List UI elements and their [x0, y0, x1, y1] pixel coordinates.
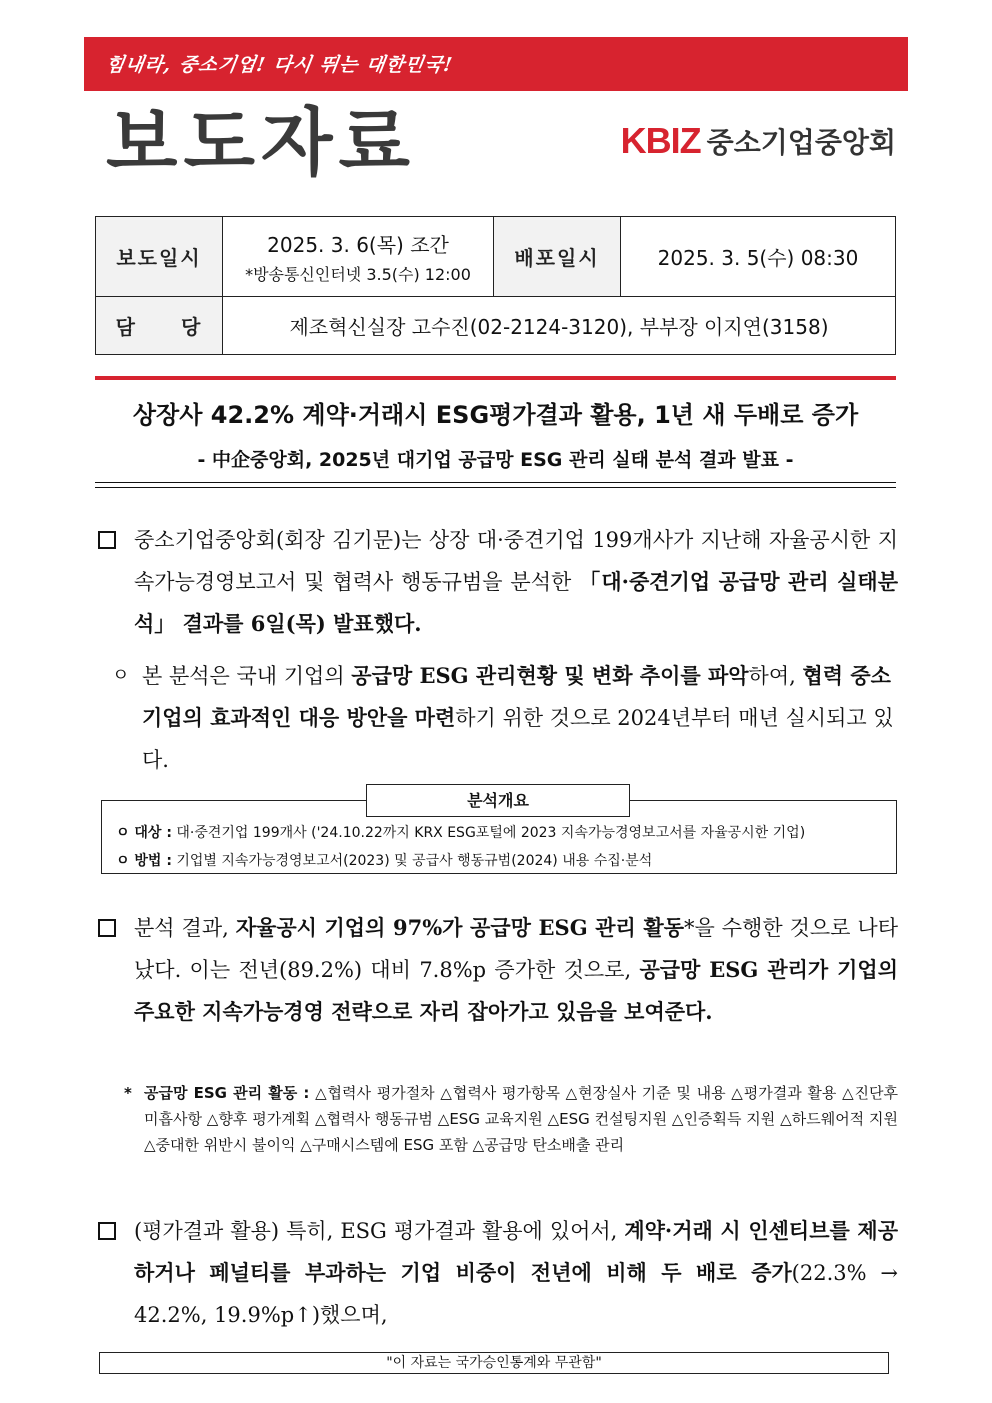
footnote-body: △협력사 평가절차 △협력사 평가항목 △현장실사 기준 및 내용 △평가결과 활용 △진단후 미흡사항 △향후 평가계획 △협력사 행동규범 △ESG 교육지원 △ESG 컨설팅지원 △인증획득 지원 △하드웨어적 지원 △중대한 위반시 불이익 △구매시스템에 ESG 포함 △공급망 탄소배출 관리 [144, 1084, 898, 1154]
summary-target [116, 822, 805, 842]
footnote [124, 1080, 898, 1158]
p1sub-d: 협력 중소기업의 효과적인 대응 방안을 마련 [142, 663, 891, 730]
summary-method-value: 기업별 지속가능경영보고서(2023) 및 공급사 행동규범(2024) 내용 수집·분석 [176, 853, 653, 869]
kbiz-logo: KBIZ [620, 120, 701, 161]
double-divider [95, 482, 896, 488]
p3-a: (평가결과 활용) 특히, ESG 평가결과 활용에 있어서, [134, 1219, 625, 1243]
document-title: 보도자료 [106, 100, 416, 186]
subheadline: - 中企중앙회, 2025년 대기업 공급망 ESG 관리 실태 분석 결과 발표 - [197, 449, 794, 471]
brand-name: 중소기업중앙회 [706, 126, 896, 159]
release-date-label: 보도일시 [96, 217, 223, 297]
p1-text-b: 「대·중견기업 공급망 관리 실태분석」 결과를 6일(목) 발표했다. [134, 569, 898, 636]
release-date: 2025. 3. 6(목) 조간 [267, 232, 449, 257]
p1sub-a: 본 분석은 국내 기업의 [142, 664, 352, 688]
p2-b: 자율공시 기업의 97%가 공급망 ESG 관리 활동 [235, 915, 684, 940]
slogan-text: 힘내라, 중소기업! 다시 뛰는 대한민국! [104, 54, 455, 76]
summary-method [116, 850, 652, 870]
paragraph-1 [98, 519, 898, 645]
paragraph-3-text [98, 1210, 898, 1336]
broadcast-note: *방송통신인터넷 3.5(수) 12:00 [245, 264, 471, 284]
headline: 상장사 42.2% 계약·거래시 ESG평가결과 활용, 1년 새 두배로 증가 [132, 401, 859, 429]
p1sub-e: 하기 위한 것으로 2024년부터 매년 실시되고 있다. [142, 706, 894, 772]
p1sub-b: 공급망 ESG 관리현황 및 변화 추이를 파악 [351, 663, 749, 688]
p2-d: 공급망 ESG 관리가 기업의 주요한 지속가능경영 전략으로 자리 잡아가고 있음을 보여준다. [134, 957, 898, 1024]
distribution-date: 2025. 3. 5(수) 08:30 [621, 217, 896, 297]
brand-logo [621, 120, 896, 162]
paragraph-2-text [98, 907, 898, 1033]
square-bullet-icon [98, 919, 116, 937]
statistics-disclaimer: "이 자료는 국가승인통계와 무관함" [99, 1352, 889, 1374]
circle-bullet-icon: ㅇ [112, 665, 130, 686]
release-date-cell [223, 217, 494, 297]
paragraph-2 [98, 907, 898, 1033]
summary-target-label: ㅇ 대상 : [116, 825, 172, 841]
footnote-text [124, 1080, 898, 1158]
paragraph-1-sub-text [112, 655, 898, 781]
square-bullet-icon [98, 531, 116, 549]
contact-value: 제조혁신실장 고수진(02-2124-3120), 부부장 이지연(3158) [223, 297, 896, 355]
release-info-table [95, 216, 896, 355]
summary-title: 분석개요 [366, 784, 630, 817]
red-divider [95, 376, 896, 380]
contact-label: 담 당 [96, 297, 223, 355]
p1sub-c: 하여, [748, 664, 803, 688]
paragraph-1-sub [112, 655, 898, 781]
summary-method-label: ㅇ 방법 : [116, 853, 172, 869]
p2-a: 분석 결과, [134, 916, 236, 940]
p2-c: *을 수행한 것으로 나타났다. 이는 전년(89.2%) 대비 7.8%p 증가한 것으로, [134, 916, 898, 982]
slogan-banner [84, 37, 908, 91]
summary-target-value: 대·중견기업 199개사 ('24.10.22까지 KRX ESG포털에 2023 지속가능경영보고서를 자율공시한 기업) [176, 825, 806, 841]
footnote-star: * [124, 1084, 132, 1102]
paragraph-1-text [98, 519, 898, 645]
footnote-label: 공급망 ESG 관리 활동 : [144, 1084, 310, 1102]
p3-b: 계약·거래 시 인센티브를 제공하거나 페널티를 부과하는 기업 비중이 전년에 비해 두 배로 증가 [134, 1218, 898, 1285]
p1-text-a: 중소기업중앙회(회장 김기문)는 상장 대·중견기업 199개사가 지난해 자율공시한 지속가능경영보고서 및 협력사 행동규범을 분석한 [134, 528, 898, 594]
p3-c: (22.3% → 42.2%, 19.9%p↑)했으며, [134, 1261, 898, 1327]
square-bullet-icon [98, 1222, 116, 1240]
paragraph-3 [98, 1210, 898, 1336]
distribution-date-label: 배포일시 [494, 217, 621, 297]
